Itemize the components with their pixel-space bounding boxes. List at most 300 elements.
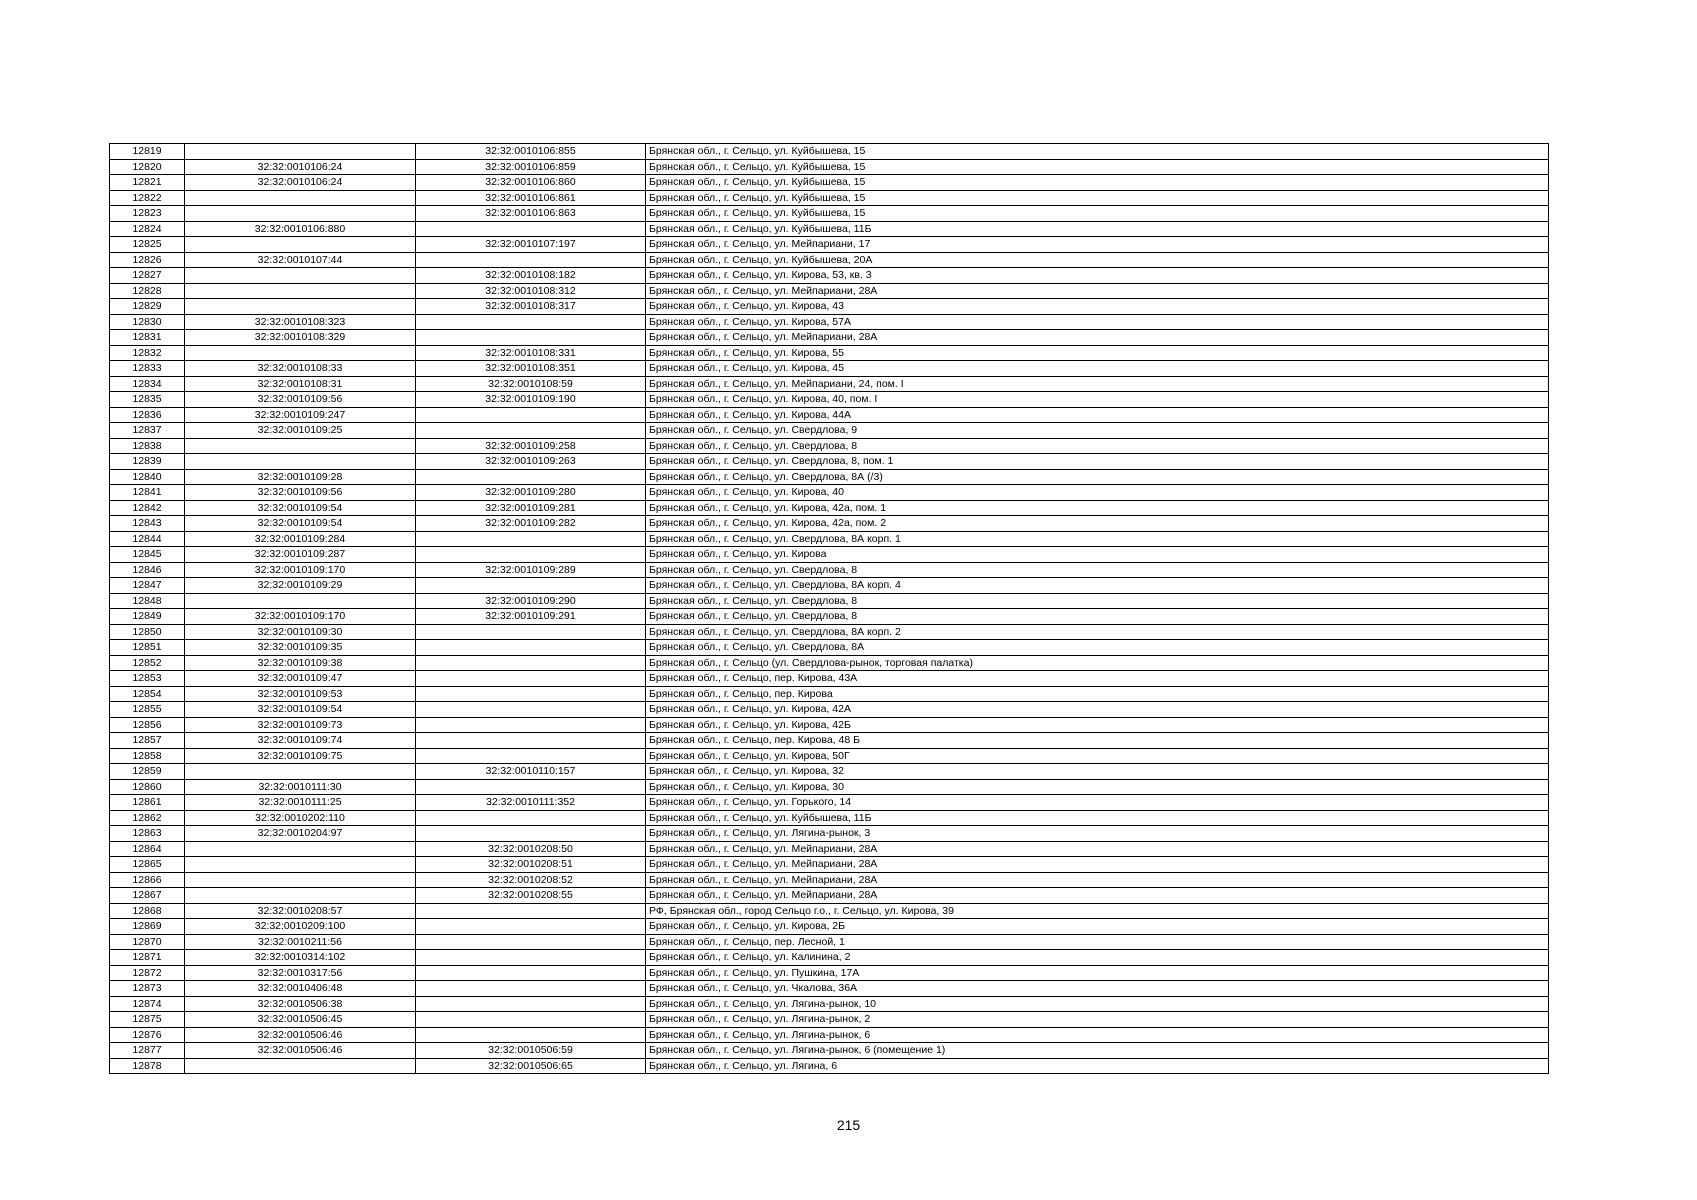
object-cadastral-cell: 32:32:0010106:861	[416, 190, 646, 206]
land-plot-cadastral-cell: 32:32:0010109:25	[185, 423, 416, 439]
address-cell: Брянская обл., г. Сельцо, ул. Мейпариани, 28А	[646, 888, 1549, 904]
table-row	[110, 779, 1549, 795]
row-number-cell: 12844	[110, 531, 185, 547]
land-plot-cadastral-cell: 32:32:0010109:170	[185, 609, 416, 625]
address-cell: Брянская обл., г. Сельцо, ул. Свердлова, 8	[646, 438, 1549, 454]
table-row	[110, 872, 1549, 888]
table-row	[110, 1012, 1549, 1028]
address-cell: Брянская обл., г. Сельцо, ул. Кирова, 32	[646, 764, 1549, 780]
address-cell: Брянская обл., г. Сельцо, ул. Мейпариани, 17	[646, 237, 1549, 253]
address-cell: Брянская обл., г. Сельцо, ул. Свердлова, 9	[646, 423, 1549, 439]
row-number-cell: 12827	[110, 268, 185, 284]
address-cell: Брянская обл., г. Сельцо, ул. Лягина-рынок, 2	[646, 1012, 1549, 1028]
row-number-cell: 12857	[110, 733, 185, 749]
land-plot-cadastral-cell: 32:32:0010506:38	[185, 996, 416, 1012]
address-cell: Брянская обл., г. Сельцо, ул. Мейпариани, 28А	[646, 857, 1549, 873]
address-cell: Брянская обл., г. Сельцо, пер. Кирова, 43А	[646, 671, 1549, 687]
table-row	[110, 221, 1549, 237]
address-cell: Брянская обл., г. Сельцо, ул. Кирова, 42А	[646, 702, 1549, 718]
land-plot-cadastral-cell: 32:32:0010109:54	[185, 500, 416, 516]
land-plot-cadastral-cell	[185, 268, 416, 284]
table-row	[110, 888, 1549, 904]
table-row	[110, 655, 1549, 671]
row-number-cell: 12856	[110, 717, 185, 733]
row-number-cell: 12874	[110, 996, 185, 1012]
object-cadastral-cell: 32:32:0010109:280	[416, 485, 646, 501]
table-row	[110, 485, 1549, 501]
land-plot-cadastral-cell	[185, 841, 416, 857]
address-cell: Брянская обл., г. Сельцо, ул. Свердлова, 8А	[646, 640, 1549, 656]
object-cadastral-cell: 32:32:0010107:197	[416, 237, 646, 253]
row-number-cell: 12830	[110, 314, 185, 330]
object-cadastral-cell	[416, 1027, 646, 1043]
row-number-cell: 12820	[110, 159, 185, 175]
land-plot-cadastral-cell	[185, 764, 416, 780]
object-cadastral-cell	[416, 469, 646, 485]
address-cell: Брянская обл., г. Сельцо, ул. Кирова, 40	[646, 485, 1549, 501]
address-cell: Брянская обл., г. Сельцо, ул. Калинина, 2	[646, 950, 1549, 966]
row-number-cell: 12843	[110, 516, 185, 532]
table-row	[110, 717, 1549, 733]
object-cadastral-cell	[416, 640, 646, 656]
row-number-cell: 12849	[110, 609, 185, 625]
object-cadastral-cell	[416, 748, 646, 764]
address-cell: Брянская обл., г. Сельцо, ул. Кирова, 43	[646, 299, 1549, 315]
object-cadastral-cell: 32:32:0010108:317	[416, 299, 646, 315]
table-row	[110, 609, 1549, 625]
land-plot-cadastral-cell	[185, 190, 416, 206]
land-plot-cadastral-cell: 32:32:0010406:48	[185, 981, 416, 997]
row-number-cell: 12825	[110, 237, 185, 253]
table-row	[110, 516, 1549, 532]
table-row	[110, 624, 1549, 640]
address-cell: Брянская обл., г. Сельцо, ул. Кирова, 57А	[646, 314, 1549, 330]
address-cell: РФ, Брянская обл., город Сельцо г.о., г. Сельцо, ул. Кирова, 39	[646, 903, 1549, 919]
address-cell: Брянская обл., г. Сельцо, ул. Свердлова, 8	[646, 593, 1549, 609]
row-number-cell: 12865	[110, 857, 185, 873]
table-row	[110, 640, 1549, 656]
land-plot-cadastral-cell: 32:32:0010109:284	[185, 531, 416, 547]
object-cadastral-cell: 32:32:0010106:863	[416, 206, 646, 222]
row-number-cell: 12875	[110, 1012, 185, 1028]
land-plot-cadastral-cell	[185, 593, 416, 609]
object-cadastral-cell: 32:32:0010208:50	[416, 841, 646, 857]
address-cell: Брянская обл., г. Сельцо, ул. Кирова	[646, 547, 1549, 563]
address-cell: Брянская обл., г. Сельцо, ул. Мейпариани, 28А	[646, 841, 1549, 857]
land-plot-cadastral-cell: 32:32:0010109:53	[185, 686, 416, 702]
land-plot-cadastral-cell: 32:32:0010109:38	[185, 655, 416, 671]
land-plot-cadastral-cell	[185, 345, 416, 361]
land-plot-cadastral-cell: 32:32:0010111:25	[185, 795, 416, 811]
row-number-cell: 12834	[110, 376, 185, 392]
object-cadastral-cell	[416, 655, 646, 671]
row-number-cell: 12871	[110, 950, 185, 966]
land-plot-cadastral-cell	[185, 283, 416, 299]
table-row	[110, 547, 1549, 563]
row-number-cell: 12845	[110, 547, 185, 563]
object-cadastral-cell	[416, 531, 646, 547]
land-plot-cadastral-cell: 32:32:0010211:56	[185, 934, 416, 950]
row-number-cell: 12860	[110, 779, 185, 795]
address-cell: Брянская обл., г. Сельцо, ул. Горького, 14	[646, 795, 1549, 811]
land-plot-cadastral-cell: 32:32:0010109:74	[185, 733, 416, 749]
row-number-cell: 12852	[110, 655, 185, 671]
land-plot-cadastral-cell: 32:32:0010314:102	[185, 950, 416, 966]
table-row	[110, 531, 1549, 547]
row-number-cell: 12858	[110, 748, 185, 764]
land-plot-cadastral-cell: 32:32:0010317:56	[185, 965, 416, 981]
table-row	[110, 438, 1549, 454]
land-plot-cadastral-cell: 32:32:0010108:329	[185, 330, 416, 346]
row-number-cell: 12829	[110, 299, 185, 315]
row-number-cell: 12842	[110, 500, 185, 516]
table-row	[110, 562, 1549, 578]
row-number-cell: 12872	[110, 965, 185, 981]
land-plot-cadastral-cell: 32:32:0010109:73	[185, 717, 416, 733]
table-row	[110, 764, 1549, 780]
row-number-cell: 12828	[110, 283, 185, 299]
land-plot-cadastral-cell: 32:32:0010109:56	[185, 392, 416, 408]
land-plot-cadastral-cell: 32:32:0010108:31	[185, 376, 416, 392]
address-cell: Брянская обл., г. Сельцо, ул. Куйбышева, 15	[646, 206, 1549, 222]
table-row	[110, 733, 1549, 749]
object-cadastral-cell: 32:32:0010109:291	[416, 609, 646, 625]
row-number-cell: 12839	[110, 454, 185, 470]
address-cell: Брянская обл., г. Сельцо, ул. Кирова, 40, пом. I	[646, 392, 1549, 408]
table-row	[110, 748, 1549, 764]
object-cadastral-cell: 32:32:0010109:258	[416, 438, 646, 454]
object-cadastral-cell: 32:32:0010110:157	[416, 764, 646, 780]
object-cadastral-cell: 32:32:0010109:263	[416, 454, 646, 470]
row-number-cell: 12855	[110, 702, 185, 718]
object-cadastral-cell	[416, 826, 646, 842]
table-row	[110, 934, 1549, 950]
object-cadastral-cell: 32:32:0010109:282	[416, 516, 646, 532]
row-number-cell: 12851	[110, 640, 185, 656]
object-cadastral-cell	[416, 547, 646, 563]
land-plot-cadastral-cell: 32:32:0010109:35	[185, 640, 416, 656]
object-cadastral-cell	[416, 950, 646, 966]
row-number-cell: 12840	[110, 469, 185, 485]
object-cadastral-cell	[416, 702, 646, 718]
land-plot-cadastral-cell: 32:32:0010109:75	[185, 748, 416, 764]
address-cell: Брянская обл., г. Сельцо, ул. Куйбышева, 15	[646, 190, 1549, 206]
table-row	[110, 454, 1549, 470]
row-number-cell: 12824	[110, 221, 185, 237]
land-plot-cadastral-cell: 32:32:0010209:100	[185, 919, 416, 935]
address-cell: Брянская обл., г. Сельцо, пер. Кирова	[646, 686, 1549, 702]
land-plot-cadastral-cell: 32:32:0010106:880	[185, 221, 416, 237]
row-number-cell: 12854	[110, 686, 185, 702]
table-row	[110, 593, 1549, 609]
row-number-cell: 12832	[110, 345, 185, 361]
land-plot-cadastral-cell: 32:32:0010109:170	[185, 562, 416, 578]
object-cadastral-cell: 32:32:0010208:51	[416, 857, 646, 873]
land-plot-cadastral-cell: 32:32:0010202:110	[185, 810, 416, 826]
table-row	[110, 903, 1549, 919]
address-cell: Брянская обл., г. Сельцо, ул. Кирова, 50Г	[646, 748, 1549, 764]
object-cadastral-cell: 32:32:0010108:312	[416, 283, 646, 299]
land-plot-cadastral-cell: 32:32:0010109:54	[185, 702, 416, 718]
object-cadastral-cell	[416, 810, 646, 826]
row-number-cell: 12835	[110, 392, 185, 408]
land-plot-cadastral-cell: 32:32:0010107:44	[185, 252, 416, 268]
object-cadastral-cell	[416, 919, 646, 935]
land-plot-cadastral-cell: 32:32:0010109:247	[185, 407, 416, 423]
address-cell: Брянская обл., г. Сельцо, пер. Лесной, 1	[646, 934, 1549, 950]
address-cell: Брянская обл., г. Сельцо, ул. Куйбышева, 11Б	[646, 810, 1549, 826]
table-row	[110, 795, 1549, 811]
table-row	[110, 268, 1549, 284]
object-cadastral-cell: 32:32:0010111:352	[416, 795, 646, 811]
address-cell: Брянская обл., г. Сельцо, ул. Свердлова, 8	[646, 562, 1549, 578]
cadastral-registry-table	[109, 143, 1549, 1074]
land-plot-cadastral-cell: 32:32:0010506:46	[185, 1027, 416, 1043]
row-number-cell: 12846	[110, 562, 185, 578]
land-plot-cadastral-cell	[185, 299, 416, 315]
address-cell: Брянская обл., г. Сельцо, ул. Куйбышева, 15	[646, 159, 1549, 175]
table-row	[110, 919, 1549, 935]
land-plot-cadastral-cell: 32:32:0010109:29	[185, 578, 416, 594]
table-row	[110, 283, 1549, 299]
address-cell: Брянская обл., г. Сельцо, ул. Лягина-рынок, 10	[646, 996, 1549, 1012]
address-cell: Брянская обл., г. Сельцо, ул. Лягина-рынок, 3	[646, 826, 1549, 842]
table-row	[110, 345, 1549, 361]
table-row	[110, 206, 1549, 222]
table-row	[110, 423, 1549, 439]
row-number-cell: 12861	[110, 795, 185, 811]
row-number-cell: 12873	[110, 981, 185, 997]
land-plot-cadastral-cell: 32:32:0010109:54	[185, 516, 416, 532]
object-cadastral-cell	[416, 996, 646, 1012]
address-cell: Брянская обл., г. Сельцо, ул. Лягина, 6	[646, 1058, 1549, 1074]
land-plot-cadastral-cell: 32:32:0010506:46	[185, 1043, 416, 1059]
object-cadastral-cell	[416, 779, 646, 795]
row-number-cell: 12866	[110, 872, 185, 888]
address-cell: Брянская обл., г. Сельцо, ул. Мейпариани, 28А	[646, 330, 1549, 346]
address-cell: Брянская обл., г. Сельцо, ул. Кирова, 42Б	[646, 717, 1549, 733]
table-row	[110, 841, 1549, 857]
object-cadastral-cell	[416, 252, 646, 268]
object-cadastral-cell: 32:32:0010208:55	[416, 888, 646, 904]
row-number-cell: 12823	[110, 206, 185, 222]
row-number-cell: 12848	[110, 593, 185, 609]
object-cadastral-cell	[416, 407, 646, 423]
table-row	[110, 144, 1549, 160]
address-cell: Брянская обл., г. Сельцо, ул. Куйбышева, 20А	[646, 252, 1549, 268]
table-row	[110, 686, 1549, 702]
address-cell: Брянская обл., г. Сельцо, ул. Мейпариани, 24, пом. I	[646, 376, 1549, 392]
object-cadastral-cell: 32:32:0010106:859	[416, 159, 646, 175]
table-row	[110, 857, 1549, 873]
object-cadastral-cell: 32:32:0010109:289	[416, 562, 646, 578]
object-cadastral-cell	[416, 934, 646, 950]
row-number-cell: 12850	[110, 624, 185, 640]
object-cadastral-cell: 32:32:0010108:331	[416, 345, 646, 361]
table-row	[110, 810, 1549, 826]
row-number-cell: 12831	[110, 330, 185, 346]
object-cadastral-cell	[416, 578, 646, 594]
object-cadastral-cell: 32:32:0010506:65	[416, 1058, 646, 1074]
land-plot-cadastral-cell	[185, 1058, 416, 1074]
object-cadastral-cell	[416, 423, 646, 439]
address-cell: Брянская обл., г. Сельцо, ул. Свердлова, 8А (/3)	[646, 469, 1549, 485]
object-cadastral-cell: 32:32:0010106:855	[416, 144, 646, 160]
address-cell: Брянская обл., г. Сельцо, ул. Лягина-рынок, 6 (помещение 1)	[646, 1043, 1549, 1059]
row-number-cell: 12869	[110, 919, 185, 935]
object-cadastral-cell	[416, 221, 646, 237]
address-cell: Брянская обл., г. Сельцо (ул. Свердлова-рынок, торговая палатка)	[646, 655, 1549, 671]
object-cadastral-cell: 32:32:0010109:190	[416, 392, 646, 408]
land-plot-cadastral-cell: 32:32:0010108:323	[185, 314, 416, 330]
row-number-cell: 12877	[110, 1043, 185, 1059]
land-plot-cadastral-cell	[185, 872, 416, 888]
land-plot-cadastral-cell	[185, 237, 416, 253]
address-cell: Брянская обл., г. Сельцо, ул. Свердлова, 8А корп. 2	[646, 624, 1549, 640]
table-row	[110, 361, 1549, 377]
address-cell: Брянская обл., г. Сельцо, ул. Свердлова, 8А корп. 1	[646, 531, 1549, 547]
land-plot-cadastral-cell	[185, 857, 416, 873]
row-number-cell: 12841	[110, 485, 185, 501]
land-plot-cadastral-cell: 32:32:0010109:30	[185, 624, 416, 640]
land-plot-cadastral-cell: 32:32:0010109:56	[185, 485, 416, 501]
table-row	[110, 159, 1549, 175]
row-number-cell: 12876	[110, 1027, 185, 1043]
table-row	[110, 407, 1549, 423]
address-cell: Брянская обл., г. Сельцо, ул. Кирова, 45	[646, 361, 1549, 377]
address-cell: Брянская обл., г. Сельцо, ул. Свердлова, 8А корп. 4	[646, 578, 1549, 594]
address-cell: Брянская обл., г. Сельцо, ул. Кирова, 42а, пом. 2	[646, 516, 1549, 532]
row-number-cell: 12867	[110, 888, 185, 904]
object-cadastral-cell	[416, 717, 646, 733]
table-row	[110, 671, 1549, 687]
table-row	[110, 252, 1549, 268]
row-number-cell: 12847	[110, 578, 185, 594]
row-number-cell: 12821	[110, 175, 185, 191]
object-cadastral-cell: 32:32:0010109:281	[416, 500, 646, 516]
object-cadastral-cell: 32:32:0010109:290	[416, 593, 646, 609]
address-cell: Брянская обл., г. Сельцо, ул. Кирова, 2Б	[646, 919, 1549, 935]
address-cell: Брянская обл., г. Сельцо, ул. Кирова, 30	[646, 779, 1549, 795]
object-cadastral-cell	[416, 314, 646, 330]
land-plot-cadastral-cell: 32:32:0010208:57	[185, 903, 416, 919]
page-number: 215	[836, 1117, 861, 1133]
land-plot-cadastral-cell: 32:32:0010109:28	[185, 469, 416, 485]
address-cell: Брянская обл., г. Сельцо, ул. Кирова, 44А	[646, 407, 1549, 423]
address-cell: Брянская обл., г. Сельцо, ул. Кирова, 42а, пом. 1	[646, 500, 1549, 516]
address-cell: Брянская обл., г. Сельцо, ул. Куйбышева, 15	[646, 144, 1549, 160]
table-row	[110, 996, 1549, 1012]
address-cell: Брянская обл., г. Сельцо, ул. Чкалова, 36А	[646, 981, 1549, 997]
table-row	[110, 702, 1549, 718]
object-cadastral-cell	[416, 671, 646, 687]
table-row	[110, 376, 1549, 392]
object-cadastral-cell	[416, 981, 646, 997]
object-cadastral-cell: 32:32:0010208:52	[416, 872, 646, 888]
table-row	[110, 392, 1549, 408]
table-row	[110, 190, 1549, 206]
object-cadastral-cell	[416, 965, 646, 981]
row-number-cell: 12836	[110, 407, 185, 423]
row-number-cell: 12878	[110, 1058, 185, 1074]
land-plot-cadastral-cell	[185, 144, 416, 160]
object-cadastral-cell: 32:32:0010108:182	[416, 268, 646, 284]
land-plot-cadastral-cell	[185, 206, 416, 222]
land-plot-cadastral-cell: 32:32:0010109:47	[185, 671, 416, 687]
land-plot-cadastral-cell: 32:32:0010109:287	[185, 547, 416, 563]
table-row	[110, 299, 1549, 315]
address-cell: Брянская обл., г. Сельцо, ул. Мейпариани, 28А	[646, 872, 1549, 888]
row-number-cell: 12837	[110, 423, 185, 439]
row-number-cell: 12864	[110, 841, 185, 857]
table-row	[110, 1027, 1549, 1043]
table-row	[110, 578, 1549, 594]
land-plot-cadastral-cell	[185, 454, 416, 470]
land-plot-cadastral-cell: 32:32:0010106:24	[185, 159, 416, 175]
table-row	[110, 965, 1549, 981]
row-number-cell: 12822	[110, 190, 185, 206]
address-cell: Брянская обл., г. Сельцо, ул. Свердлова, 8	[646, 609, 1549, 625]
table-row	[110, 500, 1549, 516]
row-number-cell: 12868	[110, 903, 185, 919]
address-cell: Брянская обл., г. Сельцо, ул. Мейпариани, 28А	[646, 283, 1549, 299]
object-cadastral-cell: 32:32:0010106:860	[416, 175, 646, 191]
table-row	[110, 330, 1549, 346]
land-plot-cadastral-cell: 32:32:0010111:30	[185, 779, 416, 795]
row-number-cell: 12833	[110, 361, 185, 377]
land-plot-cadastral-cell: 32:32:0010108:33	[185, 361, 416, 377]
address-cell: Брянская обл., г. Сельцо, ул. Куйбышева, 11Б	[646, 221, 1549, 237]
land-plot-cadastral-cell: 32:32:0010506:45	[185, 1012, 416, 1028]
address-cell: Брянская обл., г. Сельцо, пер. Кирова, 48 Б	[646, 733, 1549, 749]
address-cell: Брянская обл., г. Сельцо, ул. Свердлова, 8, пом. 1	[646, 454, 1549, 470]
table-row	[110, 826, 1549, 842]
address-cell: Брянская обл., г. Сельцо, ул. Лягина-рынок, 6	[646, 1027, 1549, 1043]
address-cell: Брянская обл., г. Сельцо, ул. Кирова, 53, кв. 3	[646, 268, 1549, 284]
table-row	[110, 950, 1549, 966]
table-row	[110, 175, 1549, 191]
row-number-cell: 12853	[110, 671, 185, 687]
object-cadastral-cell: 32:32:0010108:59	[416, 376, 646, 392]
row-number-cell: 12826	[110, 252, 185, 268]
row-number-cell: 12859	[110, 764, 185, 780]
object-cadastral-cell	[416, 624, 646, 640]
table-row	[110, 469, 1549, 485]
object-cadastral-cell	[416, 733, 646, 749]
row-number-cell: 12870	[110, 934, 185, 950]
registry-table-body	[110, 144, 1549, 1074]
row-number-cell: 12863	[110, 826, 185, 842]
object-cadastral-cell	[416, 330, 646, 346]
object-cadastral-cell	[416, 1012, 646, 1028]
land-plot-cadastral-cell: 32:32:0010204:97	[185, 826, 416, 842]
address-cell: Брянская обл., г. Сельцо, ул. Кирова, 55	[646, 345, 1549, 361]
address-cell: Брянская обл., г. Сельцо, ул. Куйбышева, 15	[646, 175, 1549, 191]
address-cell: Брянская обл., г. Сельцо, ул. Пушкина, 17А	[646, 965, 1549, 981]
object-cadastral-cell: 32:32:0010506:59	[416, 1043, 646, 1059]
land-plot-cadastral-cell	[185, 888, 416, 904]
table-row	[110, 1043, 1549, 1059]
table-row	[110, 981, 1549, 997]
object-cadastral-cell	[416, 686, 646, 702]
table-row	[110, 237, 1549, 253]
table-row	[110, 314, 1549, 330]
land-plot-cadastral-cell	[185, 438, 416, 454]
object-cadastral-cell	[416, 903, 646, 919]
land-plot-cadastral-cell: 32:32:0010106:24	[185, 175, 416, 191]
row-number-cell: 12819	[110, 144, 185, 160]
table-row	[110, 1058, 1549, 1074]
